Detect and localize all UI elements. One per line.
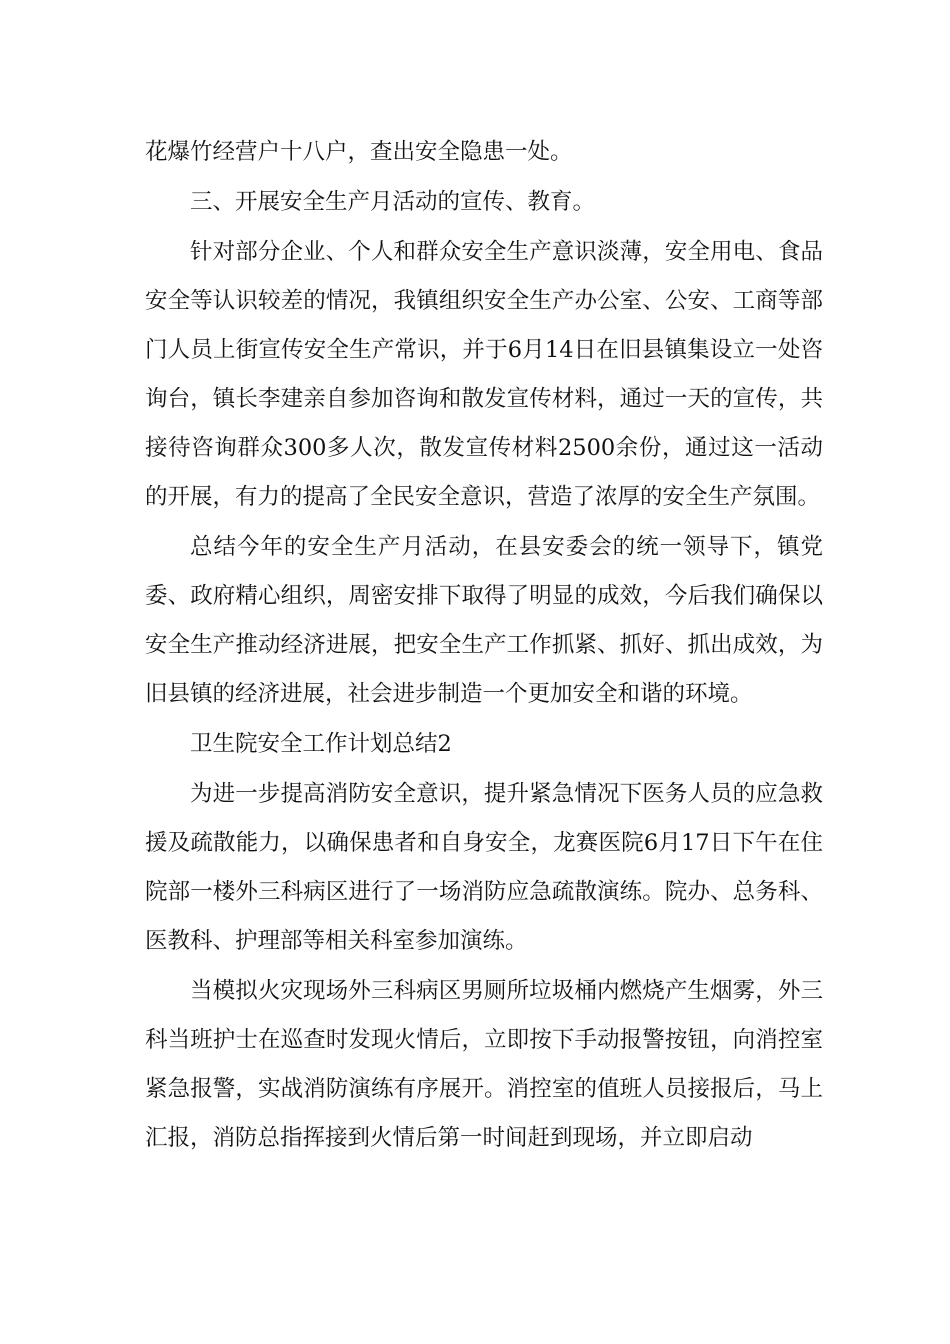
document-body	[145, 128, 823, 1164]
paragraph-7: 当模拟火灾现场外三科病区男厕所垃圾桶内燃烧产生烟雾，外三科当班护士在巡查时发现火情后，立即按下手动报警按钮，向消控室紧急报警，实战消防演练有序展开。消控室的值班人员接报后，马上汇报，消防总指挥接到火情后第一时间赶到现场，并立即启动	[145, 978, 823, 1151]
document-subtitle: 卫生院安全工作计划总结2	[190, 731, 452, 757]
paragraph-4: 总结今年的安全生产月活动，在县安委会的统一领导下，镇党委、政府精心组织，周密安排下取得了明显的成效，今后我们确保以安全生产推动经济进展，把安全生产工作抓紧、抓好、抓出成效，为旧县镇的经济进展，社会进步制造一个更加安全和谐的环境。	[145, 534, 823, 707]
section-heading-3: 三、开展安全生产月活动的宣传、教育。	[190, 189, 596, 215]
paragraph-6: 为进一步提高消防安全意识，提升紧急情况下医务人员的应急救援及疏散能力，以确保患者和自身安全，龙赛医院6月17日下午在住院部一楼外三科病区进行了一场消防应急疏散演练。院办、总务科、医教科、护理部等相关科室参加演练。	[145, 781, 823, 954]
paragraph-1: 花爆竹经营户十八户，查出安全隐患一处。	[145, 139, 573, 165]
paragraph-3: 针对部分企业、个人和群众安全生产意识淡薄，安全用电、食品安全等认识较差的情况，我镇组织安全生产办公室、公安、工商等部门人员上街宣传安全生产常识，并于6月14日在旧县镇集设立一处咨询台，镇长李建亲自参加咨询和散发宣传材料，通过一天的宣传，共接待咨询群众300多人次，散发宣传材料2500余份，通过这一活动的开展，有力的提高了全民安全意识，营造了浓厚的安全生产氛围。	[145, 239, 823, 510]
